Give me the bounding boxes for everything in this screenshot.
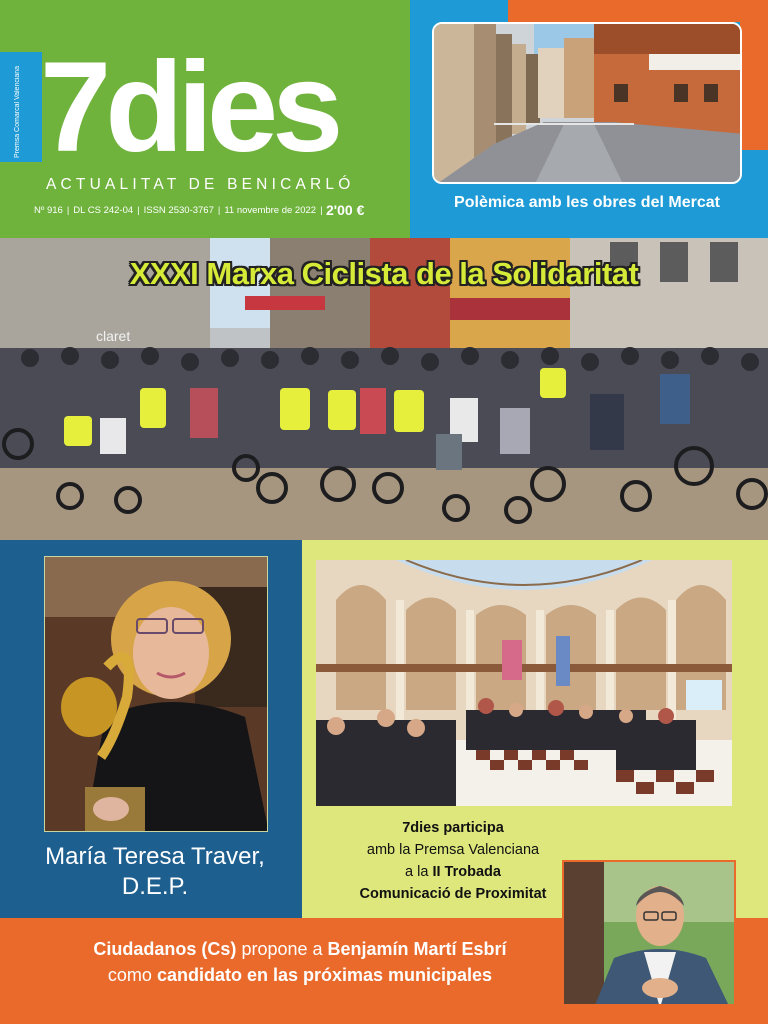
trobada-caption <box>302 817 604 905</box>
obituary-photo <box>44 556 268 832</box>
bottom-role: candidato en las próximas municipales <box>156 965 493 985</box>
cover-price: 2'00 € <box>326 202 365 218</box>
issue-number: Nº 916 <box>34 205 63 216</box>
trobada-line3-prefix: a la <box>405 864 433 880</box>
candidate-portrait <box>562 860 736 1006</box>
bottom-headline <box>20 936 580 988</box>
trobada-line1: 7dies participa <box>402 820 504 836</box>
publisher-label: Premsa Comarcal Valenciana <box>14 65 21 158</box>
issn: ISSN 2530-3767 <box>143 205 214 216</box>
bottom-line2 <box>20 962 580 988</box>
bottom-line1 <box>20 936 580 962</box>
orange-side <box>740 0 768 150</box>
bottom-connector: propone a <box>236 939 328 959</box>
candidate-name: Benjamín Martí Esbrí <box>327 939 507 959</box>
trobada-line4: Comunicació de Proximitat <box>359 886 547 902</box>
obituary-caption <box>20 842 290 902</box>
trobada-line3-bold: II Trobada <box>432 864 501 880</box>
issue-date: 11 novembre de 2022 <box>224 205 317 216</box>
bottom-como: como <box>107 965 157 985</box>
trobada-line2: amb la Premsa Valenciana <box>366 842 540 858</box>
market-photo <box>432 22 742 184</box>
obituary-dep: D.E.P. <box>121 873 189 900</box>
legal-deposit: DL CS 242-04 <box>73 205 134 216</box>
market-caption: Polèmica amb les obres del Mercat <box>454 194 720 211</box>
shop-sign: claret <box>96 328 131 344</box>
hall-photo <box>316 560 732 806</box>
issue-info: Nº 916 | DL CS 242-04 | ISSN 2530-3767 | 11 novembre de 2022 | <box>34 205 323 216</box>
party-name: Ciudadanos (Cs) <box>93 939 237 959</box>
bike-headline: XXXI Marxa Ciclista de la Solidaritat <box>129 256 639 291</box>
trobada-line3 <box>302 861 604 883</box>
masthead-subtitle: ACTUALITAT DE BENICARLÓ <box>46 176 355 193</box>
obituary-name: María Teresa Traver, <box>45 843 265 870</box>
orange-corner <box>508 0 768 22</box>
logo: 7dies <box>40 36 338 179</box>
